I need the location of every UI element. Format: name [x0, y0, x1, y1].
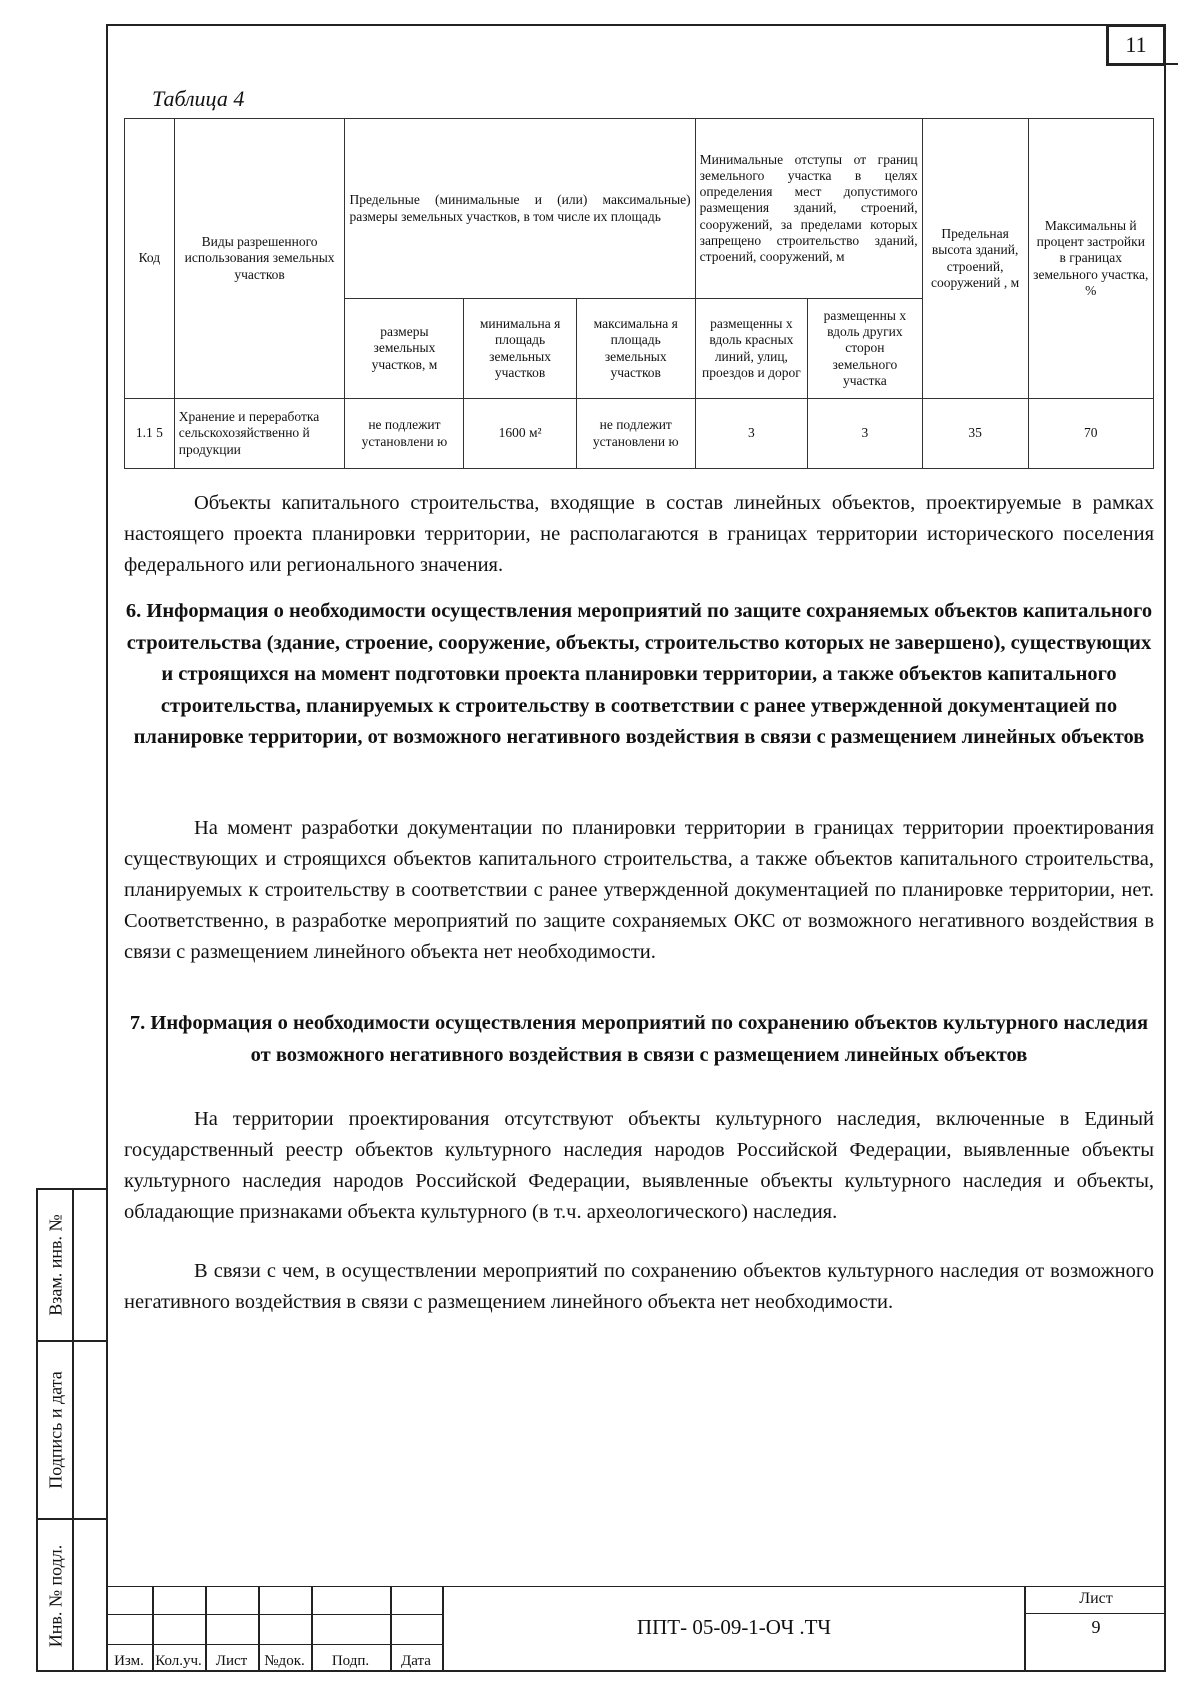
cell-min-area: 1600 м² — [464, 399, 576, 469]
document-code: ППТ- 05-09-1-ОЧ .ТЧ — [636, 1615, 832, 1639]
stamp-podp: Подп. — [331, 1653, 370, 1669]
th-sub-red-lines: размещенны х вдоль красных линий, улиц, проездов и дорог — [695, 299, 807, 399]
th-max-height: Предельная высота зданий, строений, сооружений , м — [922, 119, 1028, 399]
table-4 — [124, 118, 1154, 469]
side-strip — [36, 1188, 106, 1672]
sheet-label: Лист — [1026, 1587, 1166, 1614]
stamp-data: Дата — [401, 1653, 431, 1669]
cell-red-lines: 3 — [695, 399, 807, 469]
cell-height: 35 — [922, 399, 1028, 469]
stamp-izm: Изм. — [114, 1653, 144, 1669]
heading-6: 6. Информация о необходимости осуществления мероприятий по защите сохраняемых объектов капитального строительства (здание, строение, сооружение, объекты, строительство которых не завершено), существующих и строящихся на момент подготовки проекта планировки территории, а также объектов капитального строительства, планируемых к строительству в соответствии с ранее утвержденной документацией по планировке территории, от возможного негативного воздействия в связи с размещением линейных объектов — [125, 600, 1153, 748]
side-cell-vzam — [38, 1190, 108, 1342]
paragraph-2: На момент разработки документации по планировки территории в границах территории проектирования существующих и строящихся объектов капитального строительства, а также объектов капитального строительства, планируемых к строительству в соответствии с ранее утвержденной документацией по планировке территории, нет. Соответственно, в разработке мероприятий по защите сохраняемых ОКС от возможного негативного воздействия в связи с размещением линейного объекта нет необходимости. — [124, 817, 1154, 963]
cell-sizes: не подлежит установлени ю — [345, 399, 464, 469]
paragraph-3: На территории проектирования отсутствуют объекты культурного наследия, включенные в Единый государственный реестр объектов культурного наследия народов Российской Федерации, выявленные объекты культурного наследия народов Российской Федерации, выявленные объекты культурного наследия и объекты, обладающие признаками объекта культурного (в т.ч. археологического) наследия. — [124, 1108, 1154, 1223]
heading-7: 7. Информация о необходимости осуществления мероприятий по сохранению объектов культурного наследия от возможного негативного воздействия в связи с размещением линейных объектов — [129, 1012, 1149, 1066]
th-setbacks: Минимальные отступы от границ земельного участка в целях определения мест допустимого размещения зданий, строений, сооружений, за пределами которых запрещено строительство зданий, строений, сооружений, м — [695, 119, 922, 299]
sheet-number: 9 — [1091, 1617, 1101, 1637]
side-label-vzam: Взам. инв. № — [45, 1214, 66, 1316]
table-row — [125, 399, 1154, 469]
cell-code: 1.1 5 — [125, 399, 175, 469]
stamp-kol: Кол.уч. — [155, 1653, 202, 1669]
th-plot-sizes: Предельные (минимальные и (или) максимальные) размеры земельных участков, в том числе их площадь — [345, 119, 695, 299]
th-max-coverage: Максимальны й процент застройки в границах земельного участка, % — [1028, 119, 1153, 399]
th-sub-min-area: минимальна я площадь земельных участков — [464, 299, 576, 399]
stamp-list: Лист — [215, 1653, 248, 1669]
cell-coverage: 70 — [1028, 399, 1153, 469]
title-block — [106, 1586, 1166, 1672]
th-use-types: Виды разрешенного использования земельных участков — [174, 119, 345, 399]
cell-use-type: Хранение и переработка сельскохозяйственно й продукции — [174, 399, 345, 469]
cell-other-sides: 3 — [808, 399, 923, 469]
page-number-tail — [1164, 63, 1178, 65]
cell-max-area: не подлежит установлени ю — [576, 399, 695, 469]
page-number: 11 — [1106, 24, 1166, 66]
paragraph-4: В связи с чем, в осуществлении мероприятий по сохранению объектов культурного наследия от возможного негативного воздействия в связи с размещением линейного объекта нет необходимости. — [124, 1260, 1154, 1313]
side-label-inv: Инв. № подл. — [45, 1544, 66, 1648]
paragraph-1: Объекты капитального строительства, входящие в состав линейных объектов, проектируемые в рамках настоящего проекта планировки территории, не располагаются в границах территории исторического поселения федерального или регионального значения. — [124, 492, 1154, 576]
stamp-ndok: №док. — [264, 1653, 305, 1669]
th-sub-max-area: максимальна я площадь земельных участков — [576, 299, 695, 399]
side-cell-inv — [38, 1520, 108, 1672]
table-caption: Таблица 4 — [152, 86, 245, 111]
th-sub-other-sides: размещенны х вдоль других сторон земельного участка — [808, 299, 923, 399]
th-sub-sizes: размеры земельных участков, м — [345, 299, 464, 399]
th-code: Код — [125, 119, 175, 399]
side-cell-podpis — [38, 1342, 108, 1520]
side-label-podpis: Подпись и дата — [45, 1371, 66, 1489]
